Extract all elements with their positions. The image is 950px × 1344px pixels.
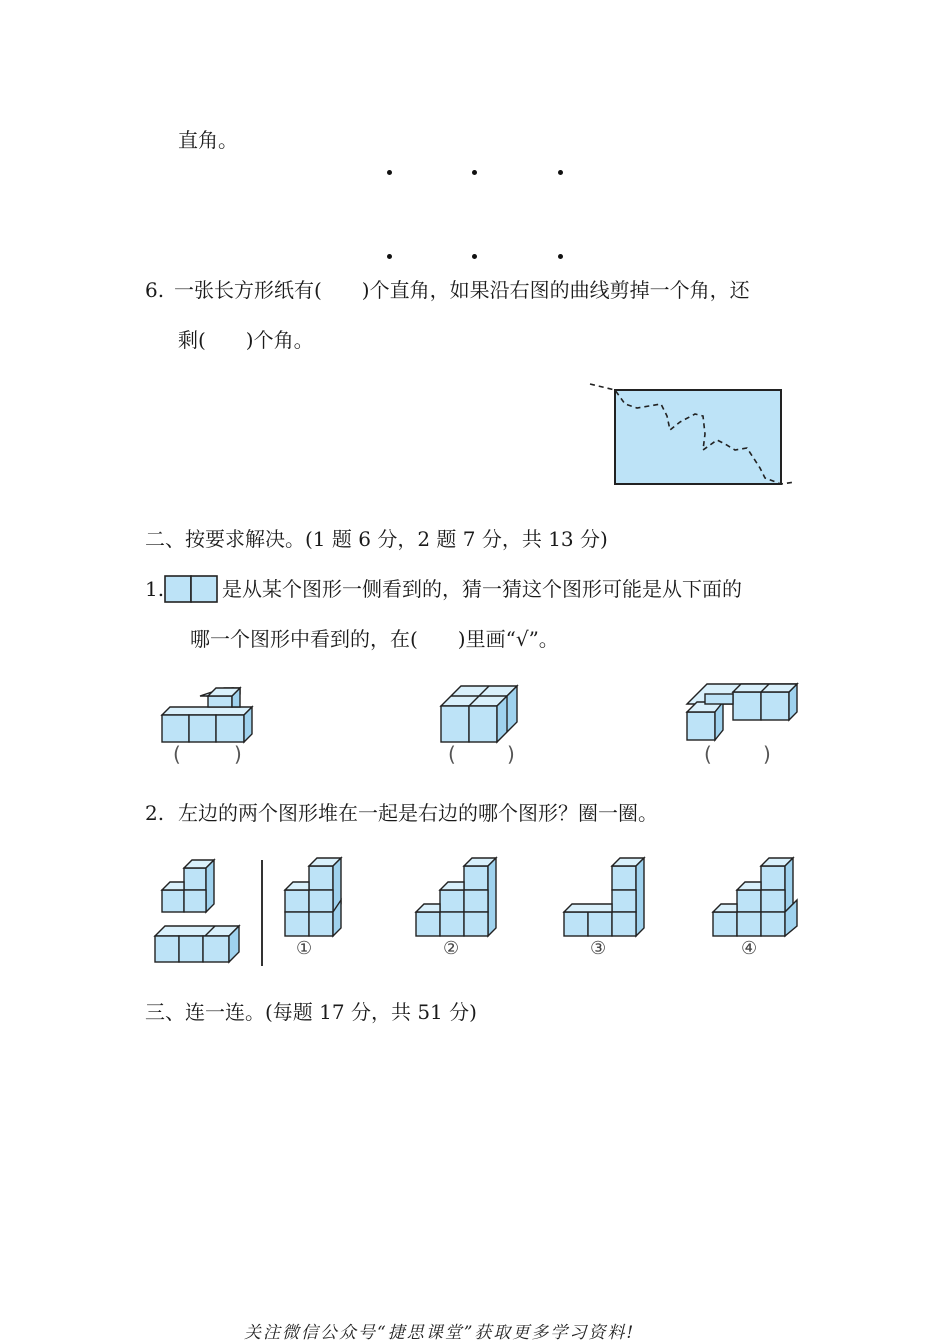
rectangle-paper — [615, 390, 781, 484]
grid-dot — [558, 170, 563, 175]
q1-answer-paren-c-close[interactable]: ) — [763, 742, 771, 766]
q1-answer-paren-b-open[interactable]: ( — [448, 742, 456, 766]
s2-q1-number: 1. — [145, 577, 165, 601]
q2-piece-bottom — [155, 924, 245, 966]
section3-heading: 三、连一连。(每题 17 分，共 51 分) — [145, 1000, 477, 1024]
s2-q1-text: 是从某个图形一侧看到的，猜一猜这个图形可能是从下面的 — [222, 577, 742, 601]
s2-q2-number: 2. — [145, 801, 165, 825]
q2-option-4-label[interactable]: ④ — [741, 938, 758, 959]
grid-dot — [558, 254, 563, 259]
q1-answer-paren-b-close[interactable]: ) — [507, 742, 515, 766]
q2-option-1-figure — [285, 858, 347, 938]
q2-option-3-figure — [564, 858, 649, 938]
prev-question-tail: 直角。 — [178, 128, 238, 152]
q6-number: 6. — [145, 278, 165, 302]
footer-note: 关注微信公众号“捷思课堂”获取更多学习资料! — [244, 1323, 636, 1343]
grid-dot — [387, 170, 392, 175]
q2-option-2-figure — [416, 858, 496, 938]
q2-option-3-label[interactable]: ③ — [590, 938, 607, 959]
q6-line2: 剩( )个角。 — [178, 328, 314, 352]
side-view-icon — [164, 574, 220, 604]
grid-dot — [472, 170, 477, 175]
q2-option-2-label[interactable]: ② — [443, 938, 460, 959]
q6-line1: 一张长方形纸有( )个直角，如果沿右图的曲线剪掉一个角，还 — [174, 278, 750, 302]
q1-figure-c — [687, 684, 802, 744]
divider-line — [261, 860, 263, 966]
q1-figure-a — [162, 686, 257, 746]
q1-answer-paren-a-close[interactable]: ) — [234, 742, 242, 766]
q2-option-1-label[interactable]: ① — [296, 938, 313, 959]
q1-figure-b — [441, 686, 526, 746]
q1-answer-paren-c-open[interactable]: ( — [704, 742, 712, 766]
s2-q1-line2: 哪一个图形中看到的，在( )里画“√”。 — [190, 627, 559, 651]
q2-piece-top — [162, 860, 222, 915]
s2-q2-text: 左边的两个图形堆在一起是右边的哪个图形？圈一圈。 — [178, 801, 658, 825]
q2-option-4-figure — [713, 858, 803, 938]
grid-dot — [387, 254, 392, 259]
grid-dot — [472, 254, 477, 259]
section2-heading: 二、按要求解决。(1 题 6 分，2 题 7 分，共 13 分) — [145, 527, 608, 551]
rectangle-paper-figure — [585, 378, 805, 498]
q1-answer-paren-a-open[interactable]: ( — [173, 742, 181, 766]
